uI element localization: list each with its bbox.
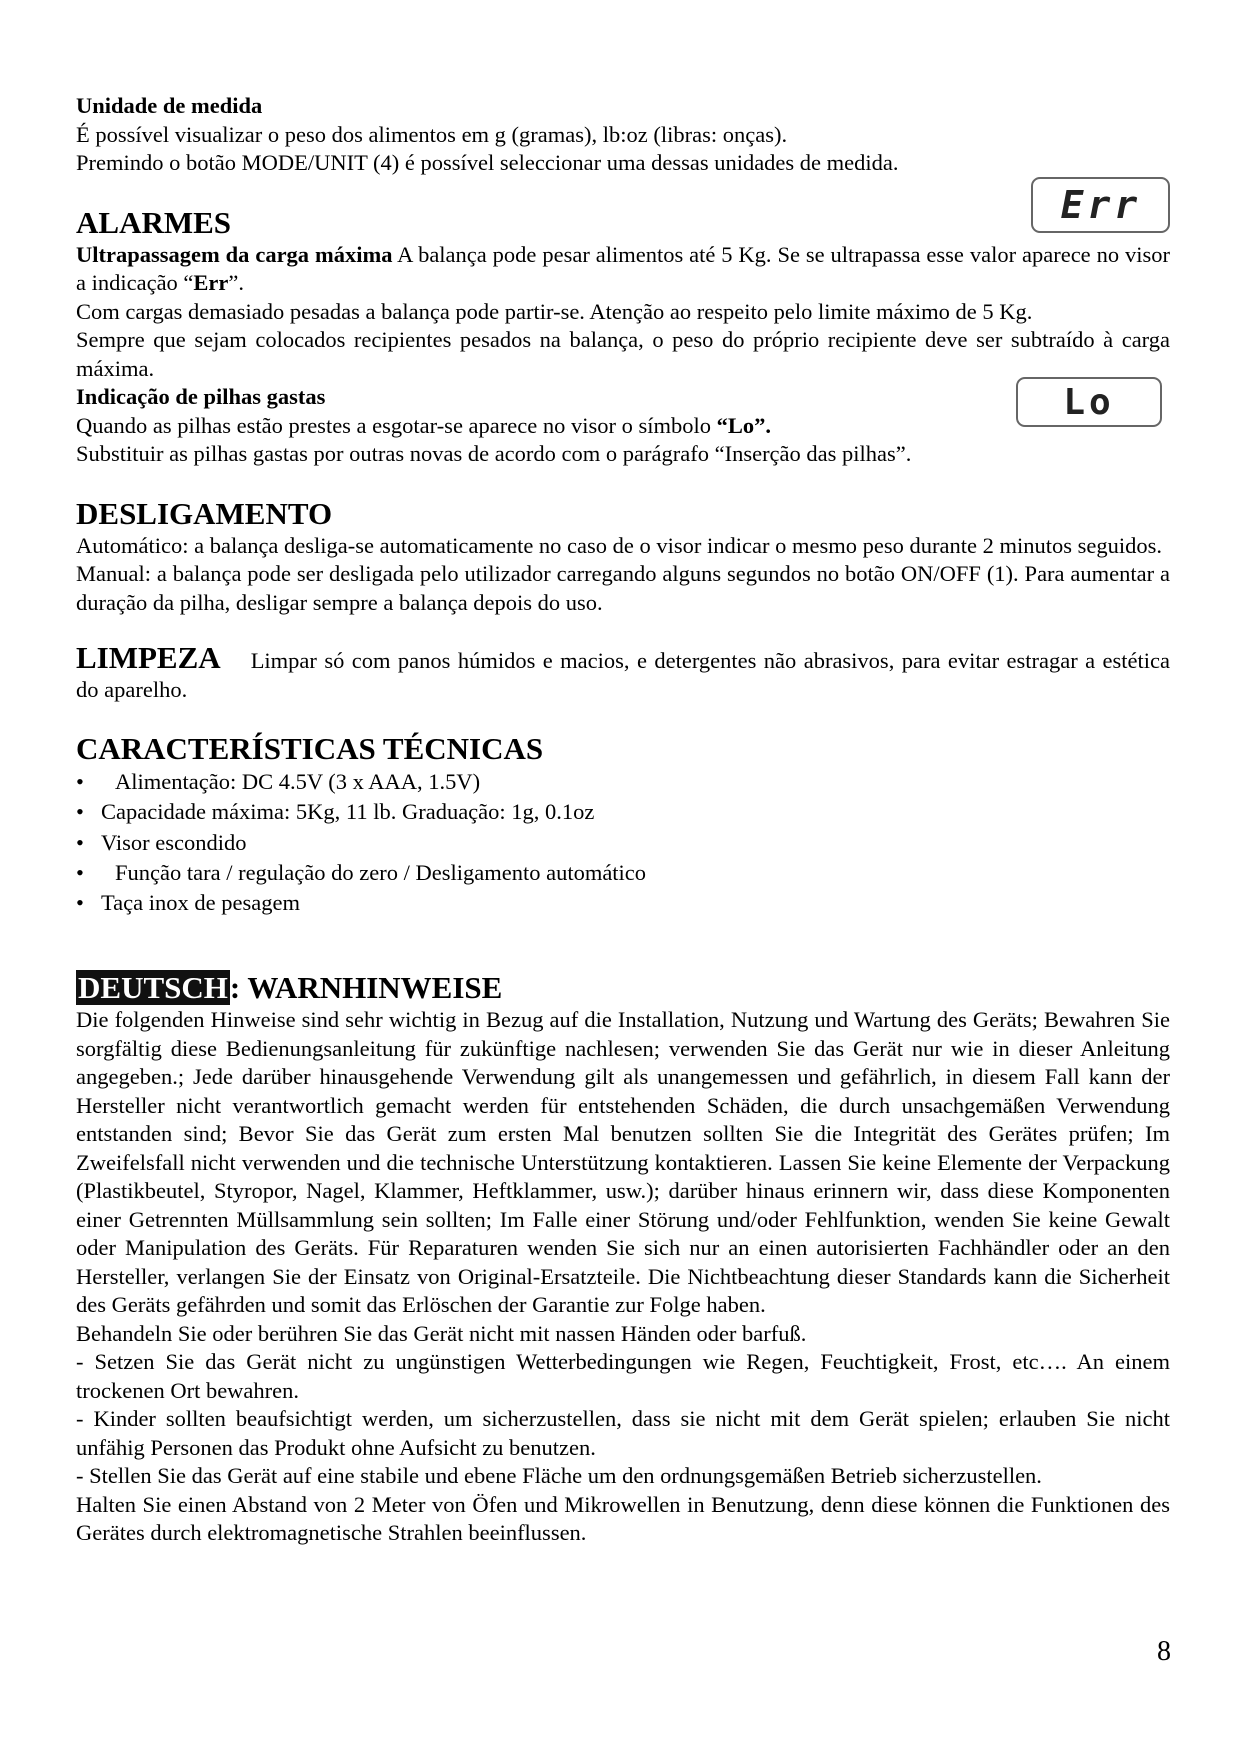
overload-label: Ultrapassagem da carga máxima	[76, 241, 393, 267]
battery-lo: “Lo”.	[716, 412, 772, 438]
overload-err: Err	[193, 270, 229, 295]
overload-text-a: A balança pode pesar alimentos até 5 Kg. Se se ultrapassa esse valor aparece no visor a indicação “	[76, 241, 1170, 295]
list-item: • Alimentação: DC 4.5V (3 x AAA, 1.5V)	[76, 767, 1170, 797]
desligamento-manual: Manual: a balança pode ser desligada pelo utilizador carregando alguns segundos no botão ON/OFF (1). Para aumentar a duração da pilha, desligar sempre a balança depois do uso.	[76, 561, 1170, 615]
lo-display-text: Lo	[1063, 384, 1115, 420]
battery-text-a: Quando as pilhas estão prestes a esgotar-se aparece no visor o símbolo	[76, 412, 717, 438]
overload-text-b: ”.	[228, 270, 245, 295]
limpeza-text: Limpar só com panos húmidos e macios, e detergentes não abrasivos, para evitar estragar a estética do aparelho.	[76, 648, 1170, 702]
deutsch-paragraph-3: - Setzen Sie das Gerät nicht zu ungünstigen Wetterbedingungen wie Regen, Feuchtigkeit, Frost, etc…. An einem trockenen Ort bewahren.	[76, 1349, 1170, 1403]
manual-page	[76, 92, 1170, 1548]
list-item: • Taça inox de pesagem	[76, 888, 1170, 918]
lo-display-icon	[1016, 377, 1162, 427]
unit-heading: Unidade de medida	[76, 93, 263, 118]
err-digits	[1051, 185, 1151, 225]
container-line: Sempre que sejam colocados recipientes pesados na balança, o peso do próprio recipiente deve ser subtraído à carga máxima.	[76, 327, 1170, 381]
deutsch-paragraph-5: - Stellen Sie das Gerät auf eine stabile und ebene Fläche um den ordnungsgemäßen Betrieb sicherzustellen.	[76, 1463, 1042, 1489]
limpeza-paragraph	[76, 640, 1170, 704]
page-number: 8	[1157, 1636, 1171, 1667]
unit-line-2: Premindo o botão MODE/UNIT (4) é possível seleccionar uma dessas unidades de medida.	[76, 150, 899, 175]
list-item: • Capacidade máxima: 5Kg, 11 lb. Graduação: 1g, 0.1oz	[76, 797, 1170, 827]
lo-digits	[1049, 384, 1129, 420]
battery-heading: Indicação de pilhas gastas	[76, 384, 326, 409]
limpeza-heading: LIMPEZA	[76, 640, 221, 675]
battery-block	[76, 383, 1170, 469]
tecnicas-heading: CARACTERÍSTICAS TÉCNICAS	[76, 731, 544, 766]
alarmes-heading: ALARMES	[76, 204, 232, 240]
tecnicas-list	[76, 767, 1170, 918]
list-item: • Visor escondido	[76, 828, 1170, 858]
deutsch-language-tag: DEUTSCH	[78, 970, 228, 1006]
alarmes-section	[76, 184, 1170, 469]
desligamento-auto: Automático: a balança desliga-se automaticamente no caso de o visor indicar o mesmo peso durante 2 minutos seguidos.	[76, 532, 1162, 558]
desligamento-heading: DESLIGAMENTO	[76, 495, 333, 531]
heavy-load-line: Com cargas demasiado pesadas a balança pode partir-se. Atenção ao respeito pelo limite máximo de 5 Kg.	[76, 298, 1033, 324]
err-display-icon	[1031, 177, 1170, 233]
replace-line: Substituir as pilhas gastas por outras novas de acordo com o parágrafo “Inserção das pilhas”.	[76, 441, 912, 466]
deutsch-heading	[76, 970, 1170, 1006]
battery-line	[76, 412, 1170, 441]
deutsch-paragraph-1: Die folgenden Hinweise sind sehr wichtig in Bezug auf die Installation, Nutzung und Wartung des Geräts; Bewahren Sie sorgfältig diese Bedienungsanleitung für zukünftige nachlesen; verwenden Sie das Gerät nur wie in dieser Anleitung angegeben.; Jede darüber hinausgehende Verwendung gilt als unangemessen und gefährlich, in diesem Fall kann der Hersteller nicht verantwortlich gemacht werden für entstehenden Schäden, die durch unsachgemäßen Verwendung entstanden sind; Bevor Sie das Gerät zum ersten Mal benutzen sollten Sie die Integrität des Gerätes prüfen; Im Zweifelsfall nicht verwenden und die technische Unterstützung kontaktieren. Lassen Sie keine Elemente der Verpackung (Plastikbeutel, Styropor, Nagel, Klammer, Heftklammer, usw.); darüber hinaus erinnern wir, dass diese Komponenten einer Getrennten Müllsammlung sein sollten; Im Falle einer Störung und/oder Fehlfunktion, wenden Sie keine Gewalt oder Manipulation des Geräts. Für Reparaturen wenden Sie sich nur an einen autorisierten Fachhändler oder an den Hersteller, verlangen Sie der Einsatz von Original-Ersatzteile. Die Nichtbeachtung dieser Standards kann die Sicherheit des Geräts gefährden und somit das Erlöschen der Garantie zur Folge haben.	[76, 1007, 1170, 1318]
deutsch-paragraph-2: Behandeln Sie oder berühren Sie das Gerät nicht mit nassen Händen oder barfuß.	[76, 1320, 807, 1346]
err-display-text: Err	[1060, 184, 1141, 225]
overload-paragraph	[76, 241, 1170, 298]
deutsch-paragraph-4: - Kinder sollten beaufsichtigt werden, um sicherzustellen, dass sie nicht mit dem Gerät spielen; erlauben Sie nicht unfähig Personen das Produkt ohne Aufsicht zu benutzen.	[76, 1406, 1170, 1460]
deutsch-title: : WARNHINWEISE	[229, 970, 503, 1006]
unit-line-1: É possível visualizar o peso dos alimentos em g (gramas), lb:oz (libras: onças).	[76, 121, 788, 147]
list-item: • Função tara / regulação do zero / Desligamento automático	[76, 858, 1170, 888]
deutsch-paragraph-6: Halten Sie einen Abstand von 2 Meter von Öfen und Mikrowellen in Benutzung, denn diese können die Funktionen des Gerätes durch elektromagnetische Strahlen beeinflussen.	[76, 1491, 1170, 1546]
